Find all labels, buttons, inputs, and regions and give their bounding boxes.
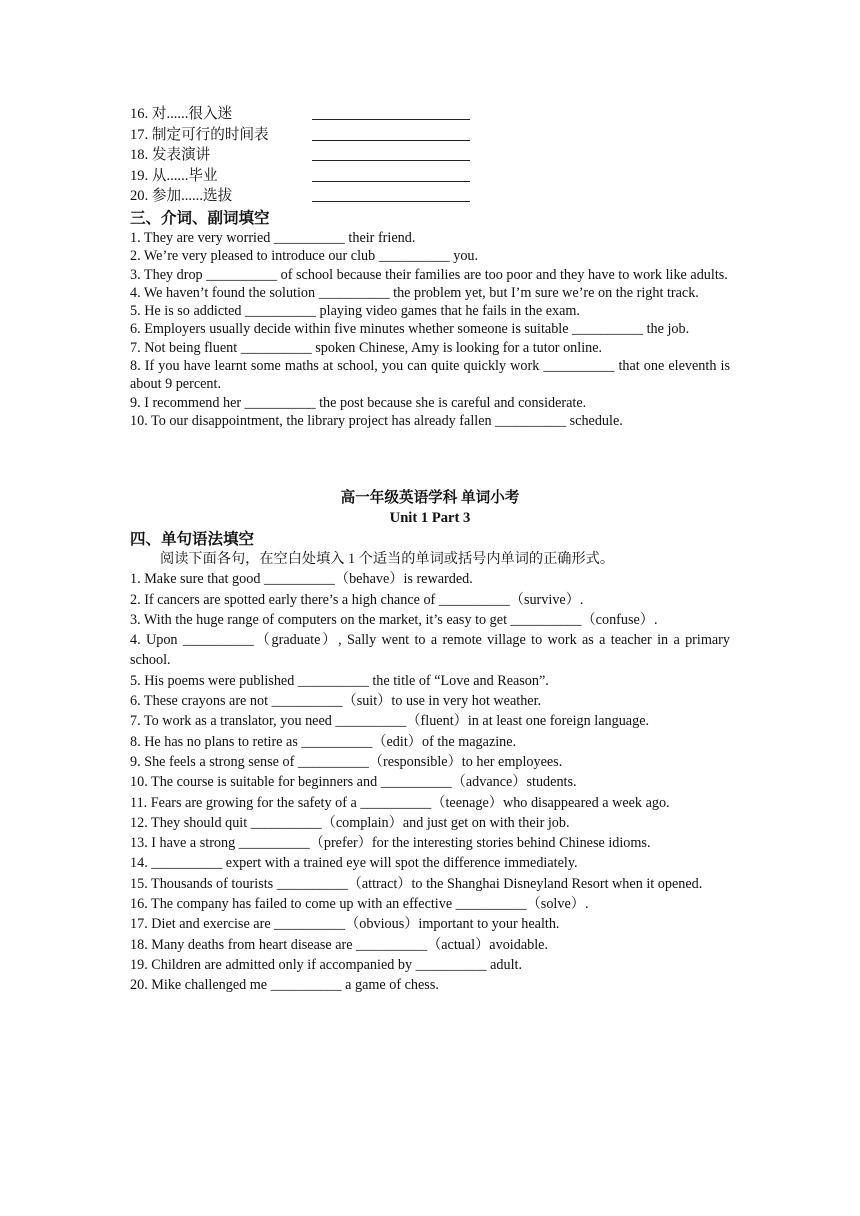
question: 7. To work as a translator, you need __________（fluent）in at least one foreign language. [130, 713, 650, 730]
vocab-item-label: 18. 发表演讲 [130, 147, 211, 164]
question: 3. They drop __________ of school because their families are too poor and they have to work like adults. [130, 266, 728, 283]
answer-blank[interactable] [312, 125, 470, 141]
question: 5. His poems were published __________ the title of “Love and Reason”. [130, 672, 549, 689]
question: 4. Upon __________（graduate）, Sally went to a remote village to work as a teacher in a primary school. [130, 632, 730, 669]
question: 2. If cancers are spotted early there’s a high chance of __________（survive）. [130, 591, 584, 608]
quiz-title: 高一年级英语学科 单词小考 [340, 490, 520, 507]
section-4-instruction: 阅读下面各句，在空白处填入 1 个适当的单词或括号内单词的正确形式。 [160, 551, 615, 568]
vocab-item [130, 145, 730, 166]
question: 19. Children are admitted only if accompanied by __________ adult. [130, 956, 523, 973]
question: 7. Not being fluent __________ spoken Chinese, Amy is looking for a tutor online. [130, 339, 603, 356]
question: 15. Thousands of tourists __________（attract）to the Shanghai Disneyland Resort when it opened. [130, 875, 703, 892]
section-3-heading: 三、介词、副词填空 [130, 208, 270, 227]
question: 1. They are very worried __________ their friend. [130, 229, 416, 246]
question: 9. She feels a strong sense of __________（responsible）to her employees. [130, 753, 563, 770]
vocab-item [130, 186, 730, 207]
question: 16. The company has failed to come up with an effective __________（solve）. [130, 895, 589, 912]
answer-blank[interactable] [312, 145, 470, 161]
section-4-questions [130, 569, 730, 995]
answer-blank[interactable] [312, 104, 470, 120]
question: 20. Mike challenged me __________ a game of chess. [130, 977, 439, 994]
quiz-header [130, 488, 730, 528]
vocab-list [130, 104, 730, 207]
vocab-item-label: 16. 对......很入迷 [130, 106, 233, 122]
question: 11. Fears are growing for the safety of a __________（teenage）who disappeared a week ago. [130, 794, 670, 811]
answer-blank[interactable] [312, 166, 470, 182]
question: 5. He is so addicted __________ playing video games that he fails in the exam. [130, 303, 580, 320]
vocab-item [130, 166, 730, 187]
question: 4. We haven’t found the solution __________ the problem yet, but I’m sure we’re on the right track. [130, 284, 699, 301]
question: 8. He has no plans to retire as __________（edit）of the magazine. [130, 733, 517, 750]
vocab-item-label: 17. 制定可行的时间表 [130, 126, 269, 143]
vocab-item [130, 125, 730, 146]
question: 2. We’re very pleased to introduce our club __________ you. [130, 248, 479, 265]
vocab-item-label: 19. 从......毕业 [130, 167, 218, 184]
question: 18. Many deaths from heart disease are __________（actual）avoidable. [130, 936, 549, 953]
question: 17. Diet and exercise are __________（obvious）important to your health. [130, 916, 560, 933]
vocab-item-label: 20. 参加......选拔 [130, 188, 233, 205]
question: 10. The course is suitable for beginners and __________（advance）students. [130, 774, 577, 791]
question: 9. I recommend her __________ the post because she is careful and considerate. [130, 394, 587, 411]
question: 10. To our disappointment, the library project has already fallen __________ schedule. [130, 412, 623, 429]
page-gap [130, 430, 730, 488]
vocab-item [130, 104, 730, 125]
worksheet-page [130, 104, 730, 995]
section-4-heading: 四、单句语法填空 [130, 530, 255, 549]
question: 3. With the huge range of computers on the market, it’s easy to get __________（confuse）. [130, 611, 658, 628]
answer-blank[interactable] [312, 186, 470, 202]
question: 12. They should quit __________（complain）and just get on with their job. [130, 814, 570, 831]
question: 6. These crayons are not __________（suit）to use in very hot weather. [130, 693, 542, 710]
question: 6. Employers usually decide within five minutes whether someone is suitable __________ the job. [130, 321, 690, 338]
question: 8. If you have learnt some maths at school, you can quite quickly work __________ that one eleventh is about 9 percent. [130, 358, 730, 393]
quiz-unit: Unit 1 Part 3 [389, 510, 471, 527]
question: 14. __________ expert with a trained eye will spot the difference immediately. [130, 855, 578, 872]
question: 1. Make sure that good __________（behave）is rewarded. [130, 571, 473, 588]
question: 13. I have a strong __________（prefer）for the interesting stories behind Chinese idioms. [130, 835, 651, 852]
section-3-questions [130, 229, 730, 430]
